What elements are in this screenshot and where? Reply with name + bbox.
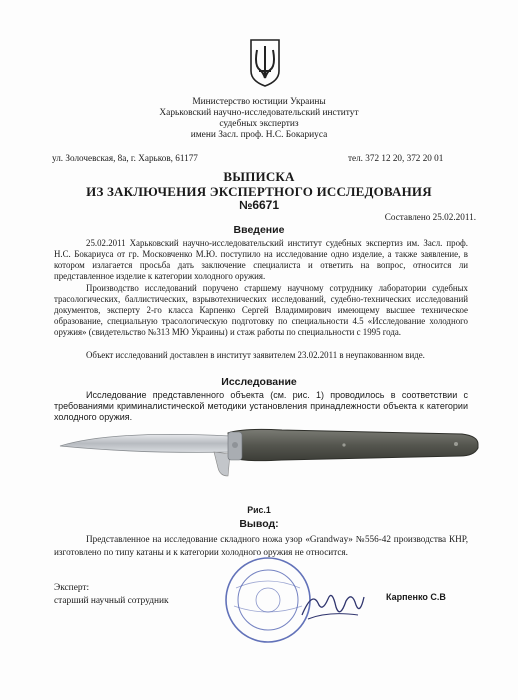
institute-address: ул. Золочевская, 8а, г. Харьков, 61177: [52, 153, 198, 163]
institute-phone: тел. 372 12 20, 372 20 01: [348, 153, 444, 163]
expert-position: старший научный сотрудник: [54, 596, 169, 606]
intro-paragraph-1-text: 25.02.2011 Харьковский научно-исследовательский институт судебных экспертиз им. Засл. проф. Н.С. Бокариуса от гр. Московченко М.Ю. поступило на исследование одно изделие, а также заявление, в котором излагается просьба дать заключение специалиста и ответить на вопрос, относится ли представленное изделие к категории холодного оружия.: [54, 238, 468, 281]
document-subtitle: ИЗ ЗАКЛЮЧЕНИЯ ЭКСПЕРТНОГО ИССЛЕДОВАНИЯ: [86, 184, 432, 199]
conclusion-heading: Вывод:: [239, 518, 279, 530]
ministry-line: судебных экспертиз: [219, 119, 299, 129]
research-paragraph-text: Исследование представленного объекта (см. рис. 1) проводилось в соответствии с требованиями криминалистической методики установления принадлежности объекта к категории холодного оружия.: [54, 390, 468, 423]
ministry-header: [0, 97, 518, 141]
trident-emblem-icon: [248, 38, 282, 88]
ministry-line: Министерство юстиции Украины: [192, 97, 326, 107]
knife-photo: [42, 418, 482, 488]
intro-paragraph-2: [54, 283, 468, 338]
expert-signature: [298, 585, 368, 625]
compiled-date: Составлено 25.02.2011.: [384, 212, 476, 222]
document-title: ВЫПИСКА: [223, 169, 295, 184]
expert-name: Карпенко С.В: [386, 592, 446, 602]
figure-caption: Рис.1: [247, 505, 271, 515]
ministry-line: имени Засл. проф. Н.С. Бокариуса: [190, 130, 328, 140]
research-heading: Исследование: [221, 376, 297, 388]
expert-label: Эксперт:: [54, 583, 90, 593]
intro-paragraph-3: [54, 350, 468, 361]
intro-paragraph-1: [54, 238, 468, 282]
ministry-line: Харьковский научно-исследовательский институт: [159, 108, 359, 118]
intro-heading: Введение: [233, 224, 285, 236]
intro-paragraph-3-text: Объект исследований доставлен в институт заявителем 23.02.2011 в неупакованном виде.: [86, 350, 425, 360]
document-number: №6671: [238, 198, 280, 212]
intro-paragraph-2-text: Производство исследований поручено старшему научному сотруднику лаборатории судебных трасологических, баллистических, взрывотехнических исследований, судебно-технических исследований документов, эксперту 2-го класса Карпенко Сергей Владимирович имеющему высшее техническое образование, специальную трасологическую подготовку по специальности 4.5 «Исследование холодного оружия» (свидетельство №313 МЮ Украины) и стаж работы по специальности с 1995 года.: [54, 283, 468, 337]
conclusion-paragraph-text: Представленное на исследование складного ножа узор «Grandway» №556-42 производства КНР, изготовлено по типу катаны и к категории холодного оружия не относится.: [54, 534, 468, 557]
